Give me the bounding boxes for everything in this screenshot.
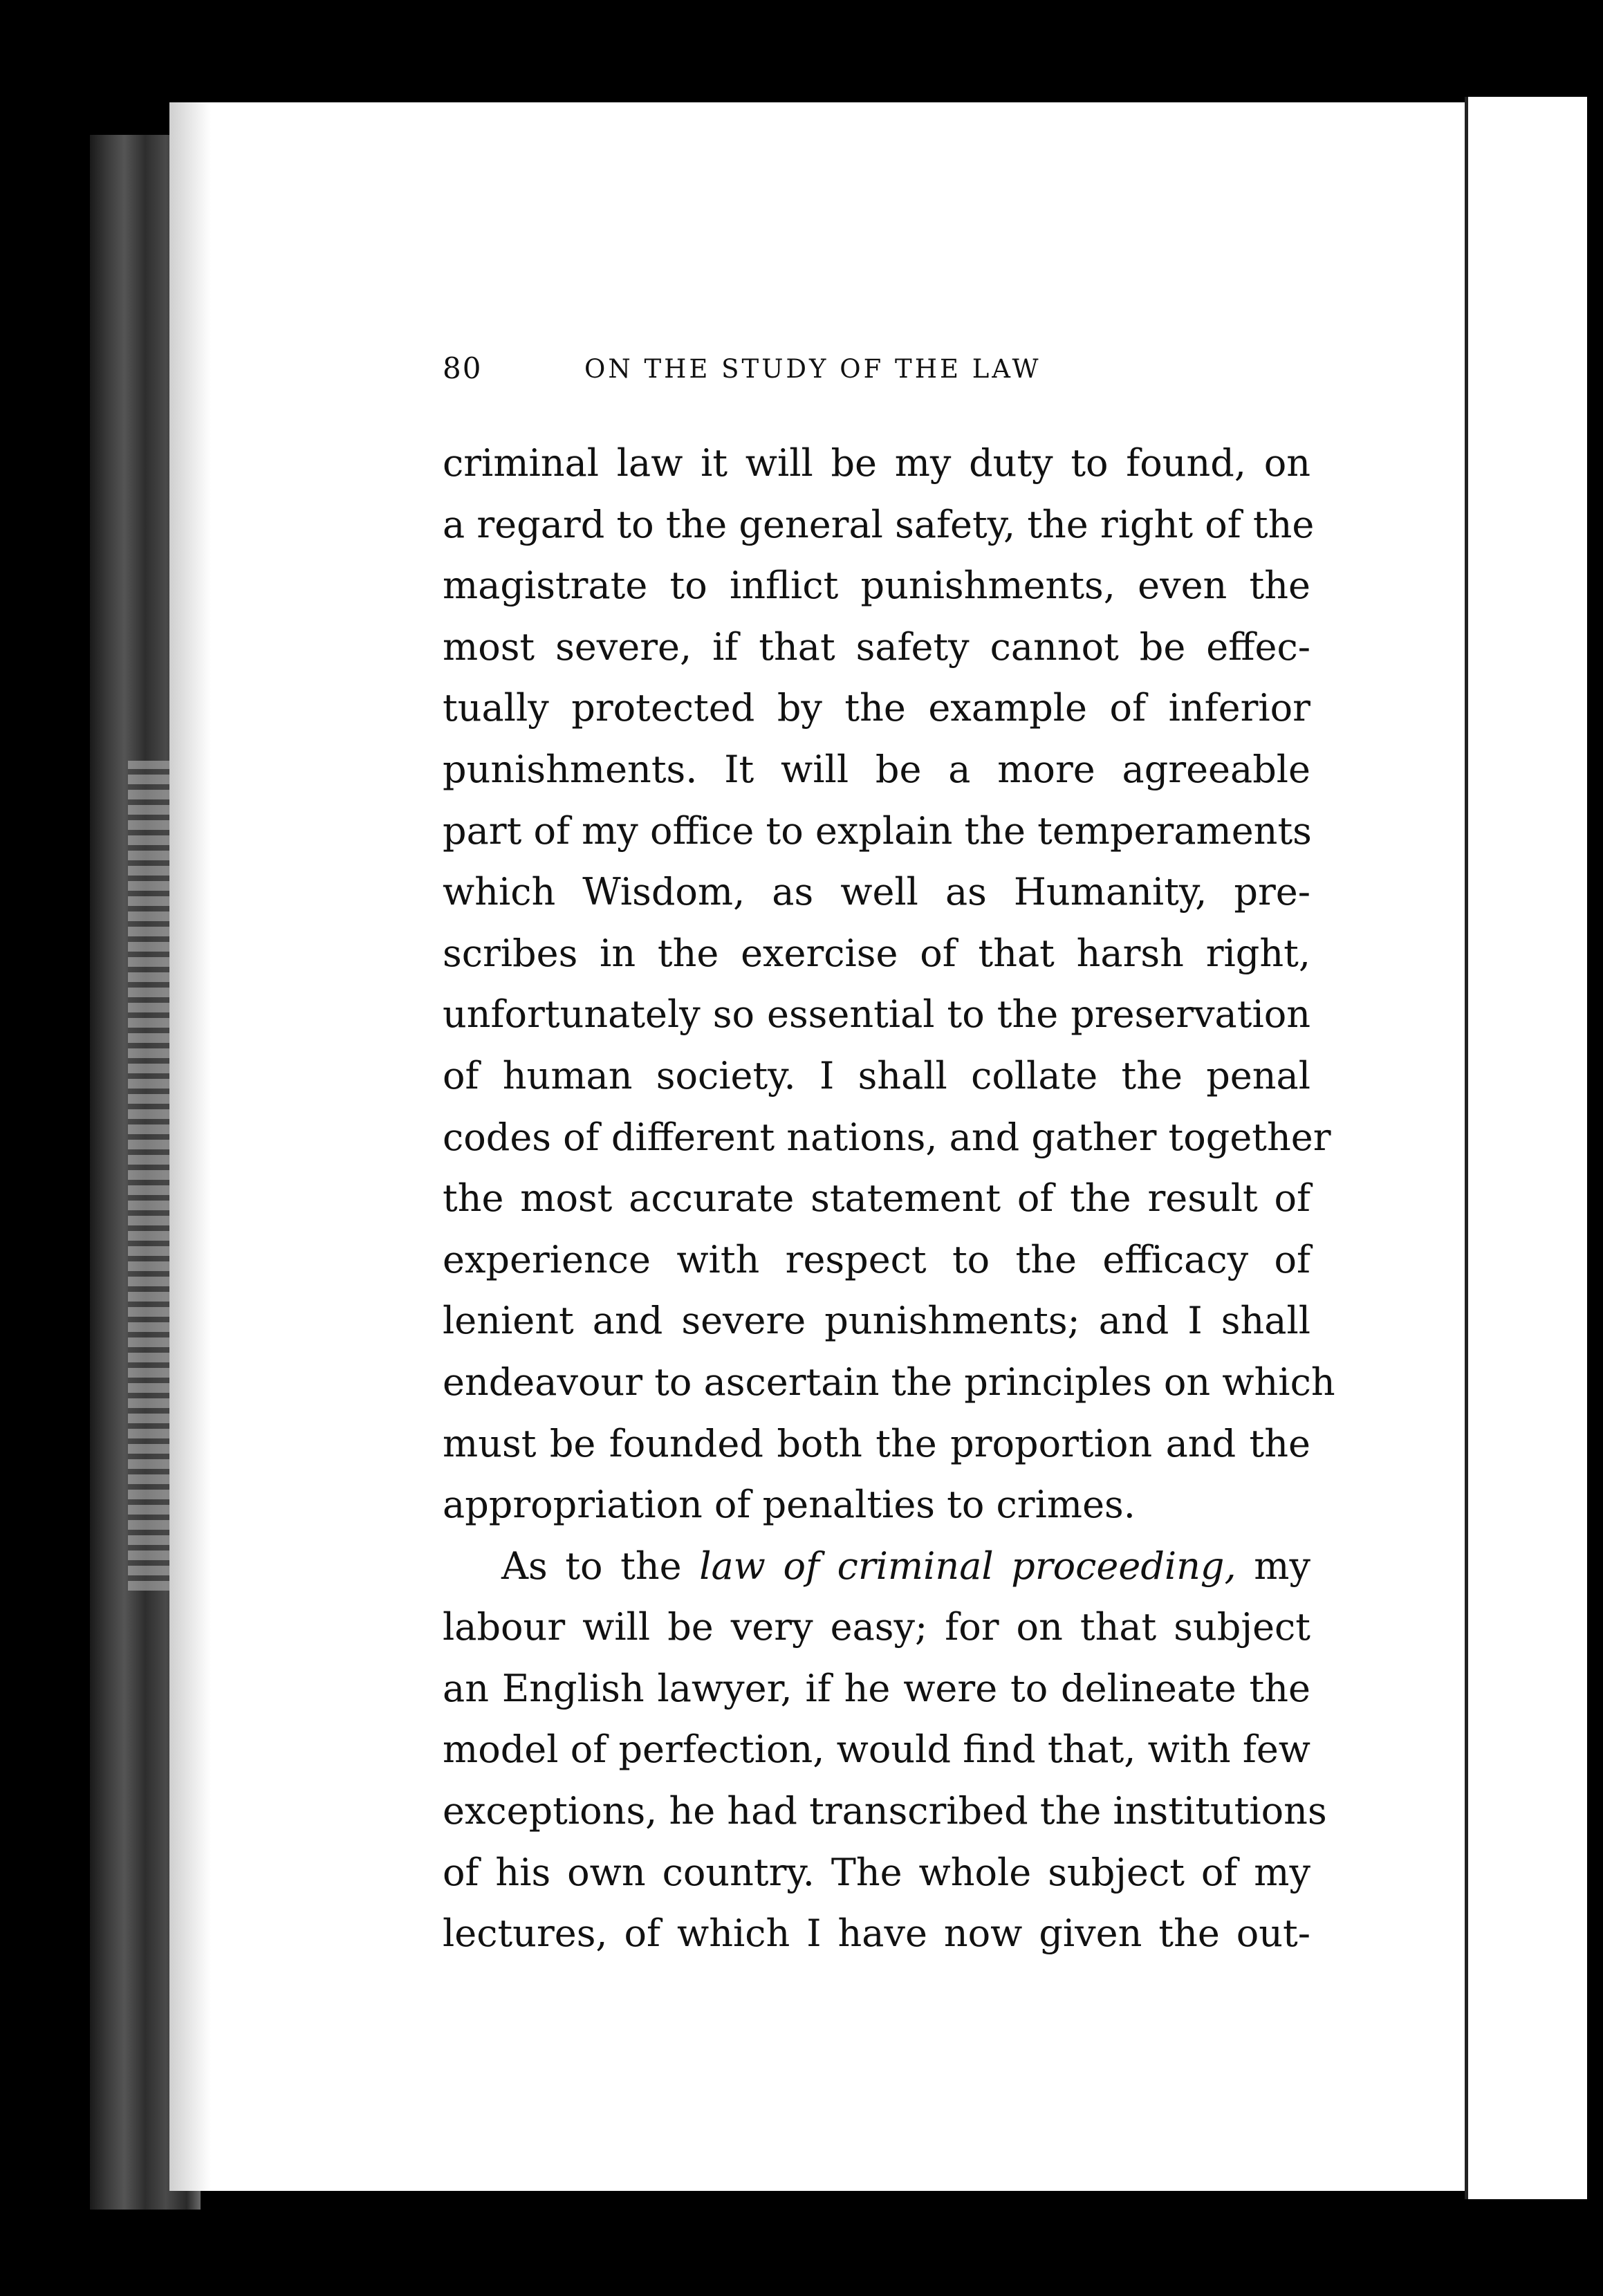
text-segment: As to the xyxy=(501,1544,700,1588)
text-line: exceptions, he had transcribed the institutions xyxy=(443,1789,1327,1833)
text-line: most severe, if that safety cannot be effec- xyxy=(443,624,1310,669)
text-line: labour will be very easy; for on that subject xyxy=(443,1605,1310,1649)
text-line: model of perfection, would find that, with few xyxy=(443,1728,1310,1772)
text-line: scribes in the exercise of that harsh right, xyxy=(443,931,1310,975)
page-header xyxy=(443,351,1307,400)
text-line: part of my office to explain the temperaments xyxy=(443,808,1312,853)
text-line: magistrate to inflict punishments, even the xyxy=(443,564,1310,608)
text-line: criminal law it will be my duty to found, on xyxy=(443,441,1310,485)
text-line: punishments. It will be a more agreeable xyxy=(443,747,1310,791)
text-line: a regard to the general safety, the right of the xyxy=(443,502,1315,546)
italic-phrase: law of criminal proceeding, xyxy=(699,1544,1236,1588)
page-gutter-shadow xyxy=(169,102,211,2191)
body-text xyxy=(443,433,1335,1965)
text-line: of his own country. The whole subject of my xyxy=(443,1850,1310,1894)
scan-border xyxy=(1587,83,1603,2296)
text-line: experience with respect to the efficacy of xyxy=(443,1237,1310,1281)
text-line: lenient and severe punishments; and I shall xyxy=(443,1299,1310,1343)
running-title: ON THE STUDY OF THE LAW xyxy=(584,354,1041,384)
facing-page-edge xyxy=(1465,97,1603,2199)
text-line: of human society. I shall collate the penal xyxy=(443,1053,1310,1098)
text-line: endeavour to ascertain the principles on which xyxy=(443,1360,1335,1404)
spine-lettering xyxy=(128,761,169,1591)
text-line: the most accurate statement of the result of xyxy=(443,1176,1310,1221)
text-segment: my xyxy=(1236,1544,1310,1588)
text-line: unfortunately so essential to the preservation xyxy=(443,992,1310,1037)
text-line: lectures, of which I have now given the out- xyxy=(443,1911,1310,1956)
text-line: must be founded both the proportion and the xyxy=(443,1421,1310,1465)
text-line-paragraph-start xyxy=(443,1536,1310,1598)
text-line: codes of different nations, and gather together xyxy=(443,1115,1331,1159)
page-number: 80 xyxy=(443,351,483,385)
text-line-paragraph-end: appropriation of penalties to crimes. xyxy=(443,1483,1136,1527)
text-line: which Wisdom, as well as Humanity, pre- xyxy=(443,870,1310,914)
text-line: an English lawyer, if he were to delineate the xyxy=(443,1666,1310,1710)
text-line: tually protected by the example of inferior xyxy=(443,686,1310,730)
